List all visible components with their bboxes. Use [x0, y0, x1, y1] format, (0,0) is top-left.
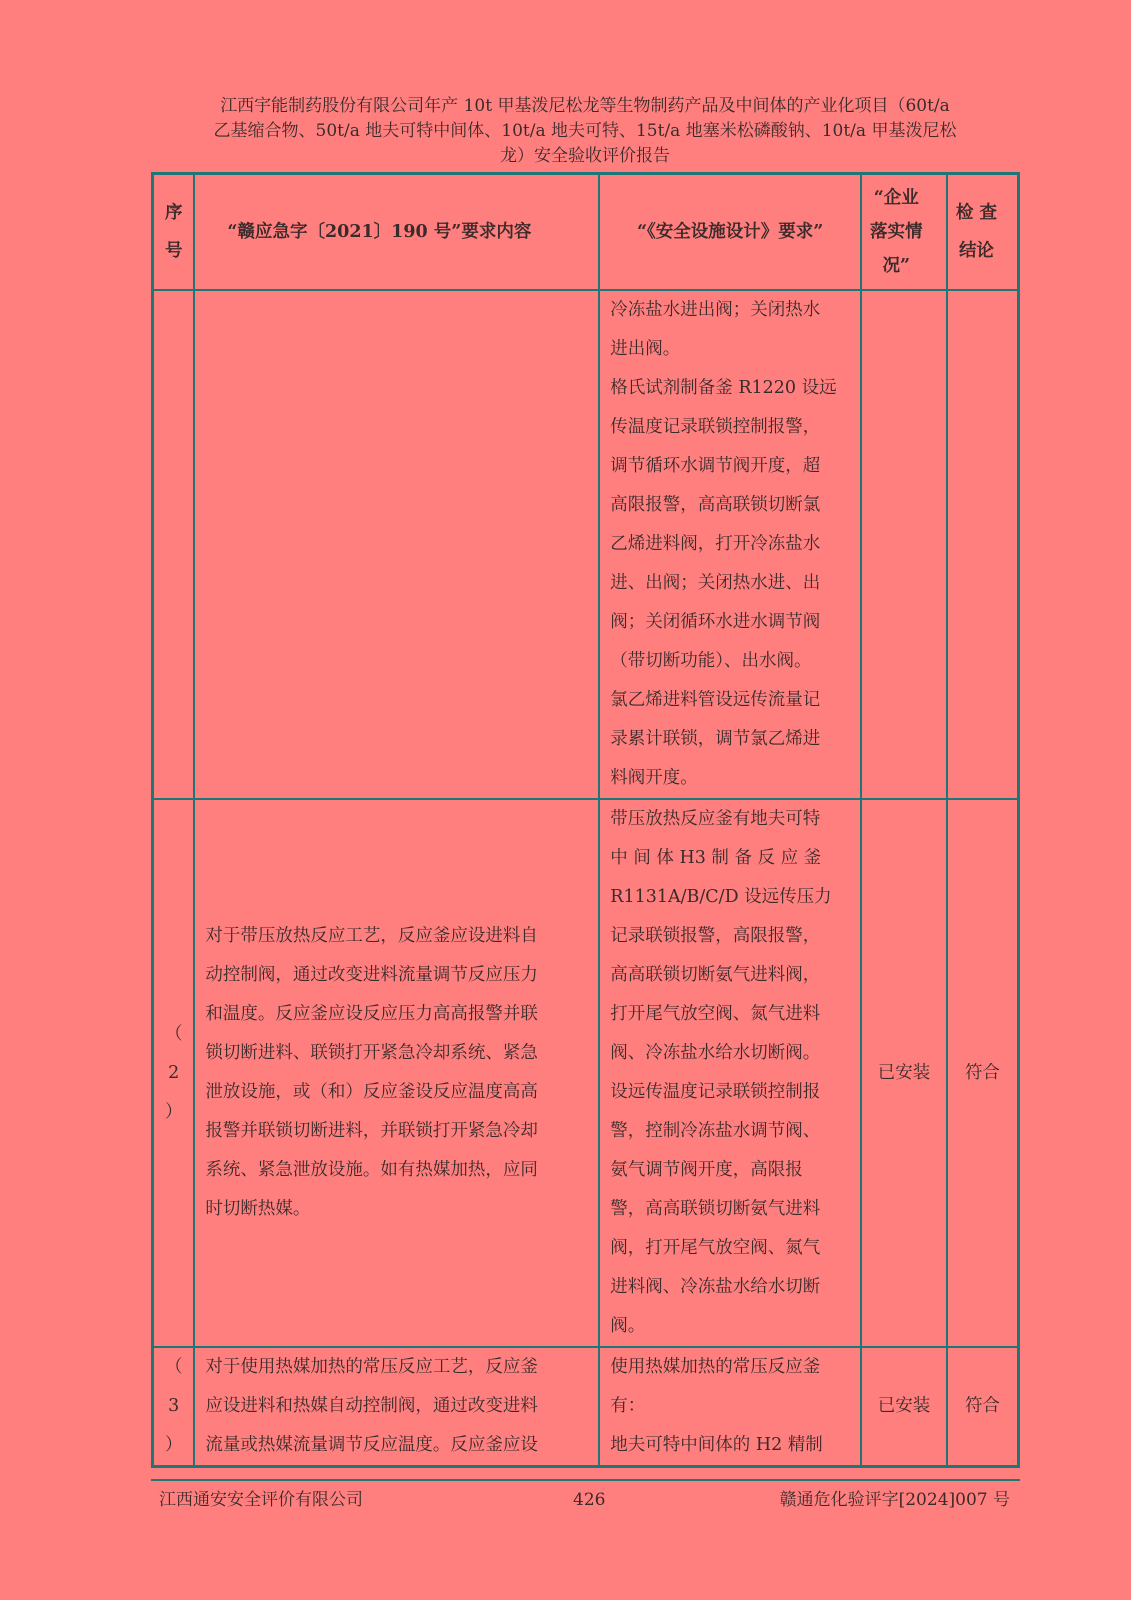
- row-2-design-line: 氨气调节阀开度，高限报: [610, 1160, 803, 1180]
- document-header: [150, 94, 1020, 169]
- row-1-design-line: （带切断功能）、出水阀。: [610, 651, 812, 671]
- row-1-design-line: 氯乙烯进料管设远传流量记: [610, 690, 821, 710]
- row-2-design-line: 进料阀、冷冻盐水给水切断: [610, 1277, 821, 1297]
- row-2-requirement-line: 泄放设施，或（和）反应釜设反应温度高高: [205, 1082, 538, 1102]
- row-2-seq-number: 2: [168, 1062, 180, 1083]
- footer-company: 江西通安安全评价有限公司: [159, 1490, 363, 1510]
- row-3-requirement-line: 对于使用热媒加热的常压反应工艺，反应釜: [205, 1357, 538, 1377]
- row-2-design-line: R1131A/B/C/D 设远传压力: [610, 887, 832, 907]
- row-2-design-line: 带压放热反应釜有地夫可特: [610, 809, 821, 829]
- table-row: [153, 799, 1019, 1347]
- row-1-design-line: 调节循环水调节阀开度，超: [610, 456, 821, 476]
- header-design: [599, 174, 861, 291]
- row-2-design-line: 记录联锁报警，高限报警，: [610, 926, 821, 946]
- row-1-design-line: 高限报警，高高联锁切断氯: [610, 495, 821, 515]
- header-line-3: 龙）安全验收评价报告: [500, 146, 670, 166]
- row-2-requirement-line: 锁切断进料、联锁打开紧急冷却系统、紧急: [205, 1043, 538, 1063]
- row-1-design-line: 传温度记录联锁控制报警，: [610, 417, 821, 437]
- header-requirement-label: “赣应急字〔2021〕190 号”要求内容: [227, 221, 532, 242]
- table-row: [153, 1347, 1019, 1467]
- row-2-requirement-line: 对于带压放热反应工艺，反应釜应设进料自: [205, 926, 538, 946]
- row-3-design-line: 地夫可特中间体的 H2 精制: [610, 1435, 823, 1455]
- row-3-seq-number: 3: [168, 1396, 180, 1416]
- row-2-requirement-line: 和温度。反应釜应设反应压力高高报警并联: [205, 1004, 538, 1024]
- row-3-seq-close: ）: [164, 1435, 183, 1455]
- row-2-design: [599, 799, 861, 1347]
- inspection-table: [151, 172, 1020, 1468]
- row-2-seq: [153, 799, 195, 1347]
- header-line-1: 江西宇能制药股份有限公司年产 10t 甲基泼尼松龙等生物制药产品及中间体的产业化项目（60t/a: [220, 96, 950, 116]
- row-2-requirement-line: 时切断热媒。: [205, 1199, 311, 1219]
- header-conclusion-line-2: 结论: [958, 241, 994, 261]
- row-3-seq-open: （: [164, 1357, 183, 1377]
- row-1-requirement: [194, 290, 599, 799]
- header-seq-char-2: 号: [164, 241, 183, 261]
- document-footer: [151, 1479, 1020, 1511]
- row-3-conclusion: 符合: [947, 1347, 1019, 1467]
- row-2-design-line: 中 间 体 H3 制 备 反 应 釜: [610, 848, 822, 868]
- header-requirement: [194, 174, 599, 291]
- row-2-design-line: 打开尾气放空阀、氮气进料: [610, 1004, 821, 1024]
- row-3-requirement-line: 流量或热媒流量调节反应温度。反应釜应设: [205, 1435, 538, 1455]
- row-1-design-line: 料阀开度。: [610, 768, 698, 788]
- row-2-seq-close: ）: [164, 1101, 183, 1122]
- row-3-seq: [153, 1347, 195, 1467]
- header-conclusion-line-1: 检 查: [955, 203, 997, 223]
- header-seq: [153, 174, 195, 291]
- row-3-design-line: 有：: [610, 1396, 646, 1416]
- row-2-requirement-line: 动控制阀，通过改变进料流量调节反应压力: [205, 965, 538, 985]
- header-implementation-line-3: 况”: [882, 256, 911, 276]
- footer-page-number: 426: [573, 1490, 606, 1510]
- row-3-design-line: 使用热媒加热的常压反应釜: [610, 1357, 821, 1377]
- row-1-conclusion: [947, 290, 1019, 799]
- row-1-design-line: 进、出阀；关闭热水进、出: [610, 573, 821, 593]
- table-row: [153, 290, 1019, 799]
- row-2-design-line: 阀、冷冻盐水给水切断阀。: [610, 1043, 821, 1063]
- table-header-row: [153, 174, 1019, 291]
- row-1-design: [599, 290, 861, 799]
- row-2-design-line: 阀，打开尾气放空阀、氮气: [610, 1238, 821, 1258]
- row-1-design-line: 进出阀。: [610, 339, 681, 359]
- header-implementation-line-1: “企业: [873, 188, 919, 208]
- header-conclusion: [947, 174, 1019, 291]
- row-2-seq-open: （: [164, 1023, 183, 1044]
- header-seq-char-1: 序: [164, 203, 183, 223]
- header-line-2: 乙基缩合物、50t/a 地夫可特中间体、10t/a 地夫可特、15t/a 地塞米松磷酸钠、10t/a 甲基泼尼松: [213, 121, 957, 141]
- row-2-design-line: 高高联锁切断氨气进料阀，: [610, 965, 821, 985]
- row-2-design-line: 设远传温度记录联锁控制报: [610, 1082, 821, 1102]
- row-3-implementation: 已安装: [861, 1347, 947, 1467]
- row-1-design-line: 冷冻盐水进出阀；关闭热水: [610, 300, 821, 320]
- row-1-design-line: 阀；关闭循环水进水调节阀: [610, 612, 821, 632]
- footer-document-number: 赣通危化验评字[2024]007 号: [779, 1490, 1010, 1510]
- row-2-conclusion: 符合: [947, 799, 1019, 1347]
- row-2-implementation: 已安装: [861, 799, 947, 1347]
- row-2-design-line: 警，控制冷冻盐水调节阀、: [610, 1121, 821, 1141]
- row-2-design-line: 警，高高联锁切断氨气进料: [610, 1199, 821, 1219]
- header-implementation-line-2: 落实情: [870, 222, 923, 242]
- row-2-design-line: 阀。: [610, 1316, 646, 1336]
- header-implementation: [861, 174, 947, 291]
- row-2-requirement: [194, 799, 599, 1347]
- row-3-design: [599, 1347, 861, 1467]
- row-2-requirement-line: 报警并联锁切断进料，并联锁打开紧急冷却: [205, 1121, 538, 1141]
- row-1-design-line: 录累计联锁，调节氯乙烯进: [610, 729, 821, 749]
- row-1-seq: [153, 290, 195, 799]
- row-1-design-line: 格氏试剂制备釜 R1220 设远: [610, 378, 837, 398]
- row-1-design-line: 乙烯进料阀，打开冷冻盐水: [610, 534, 821, 554]
- row-1-implementation: [861, 290, 947, 799]
- row-2-requirement-line: 系统、紧急泄放设施。如有热媒加热，应同: [205, 1160, 538, 1180]
- row-3-requirement: [194, 1347, 599, 1467]
- row-3-requirement-line: 应设进料和热媒自动控制阀，通过改变进料: [205, 1396, 538, 1416]
- header-design-label: “《安全设施设计》要求”: [636, 221, 824, 242]
